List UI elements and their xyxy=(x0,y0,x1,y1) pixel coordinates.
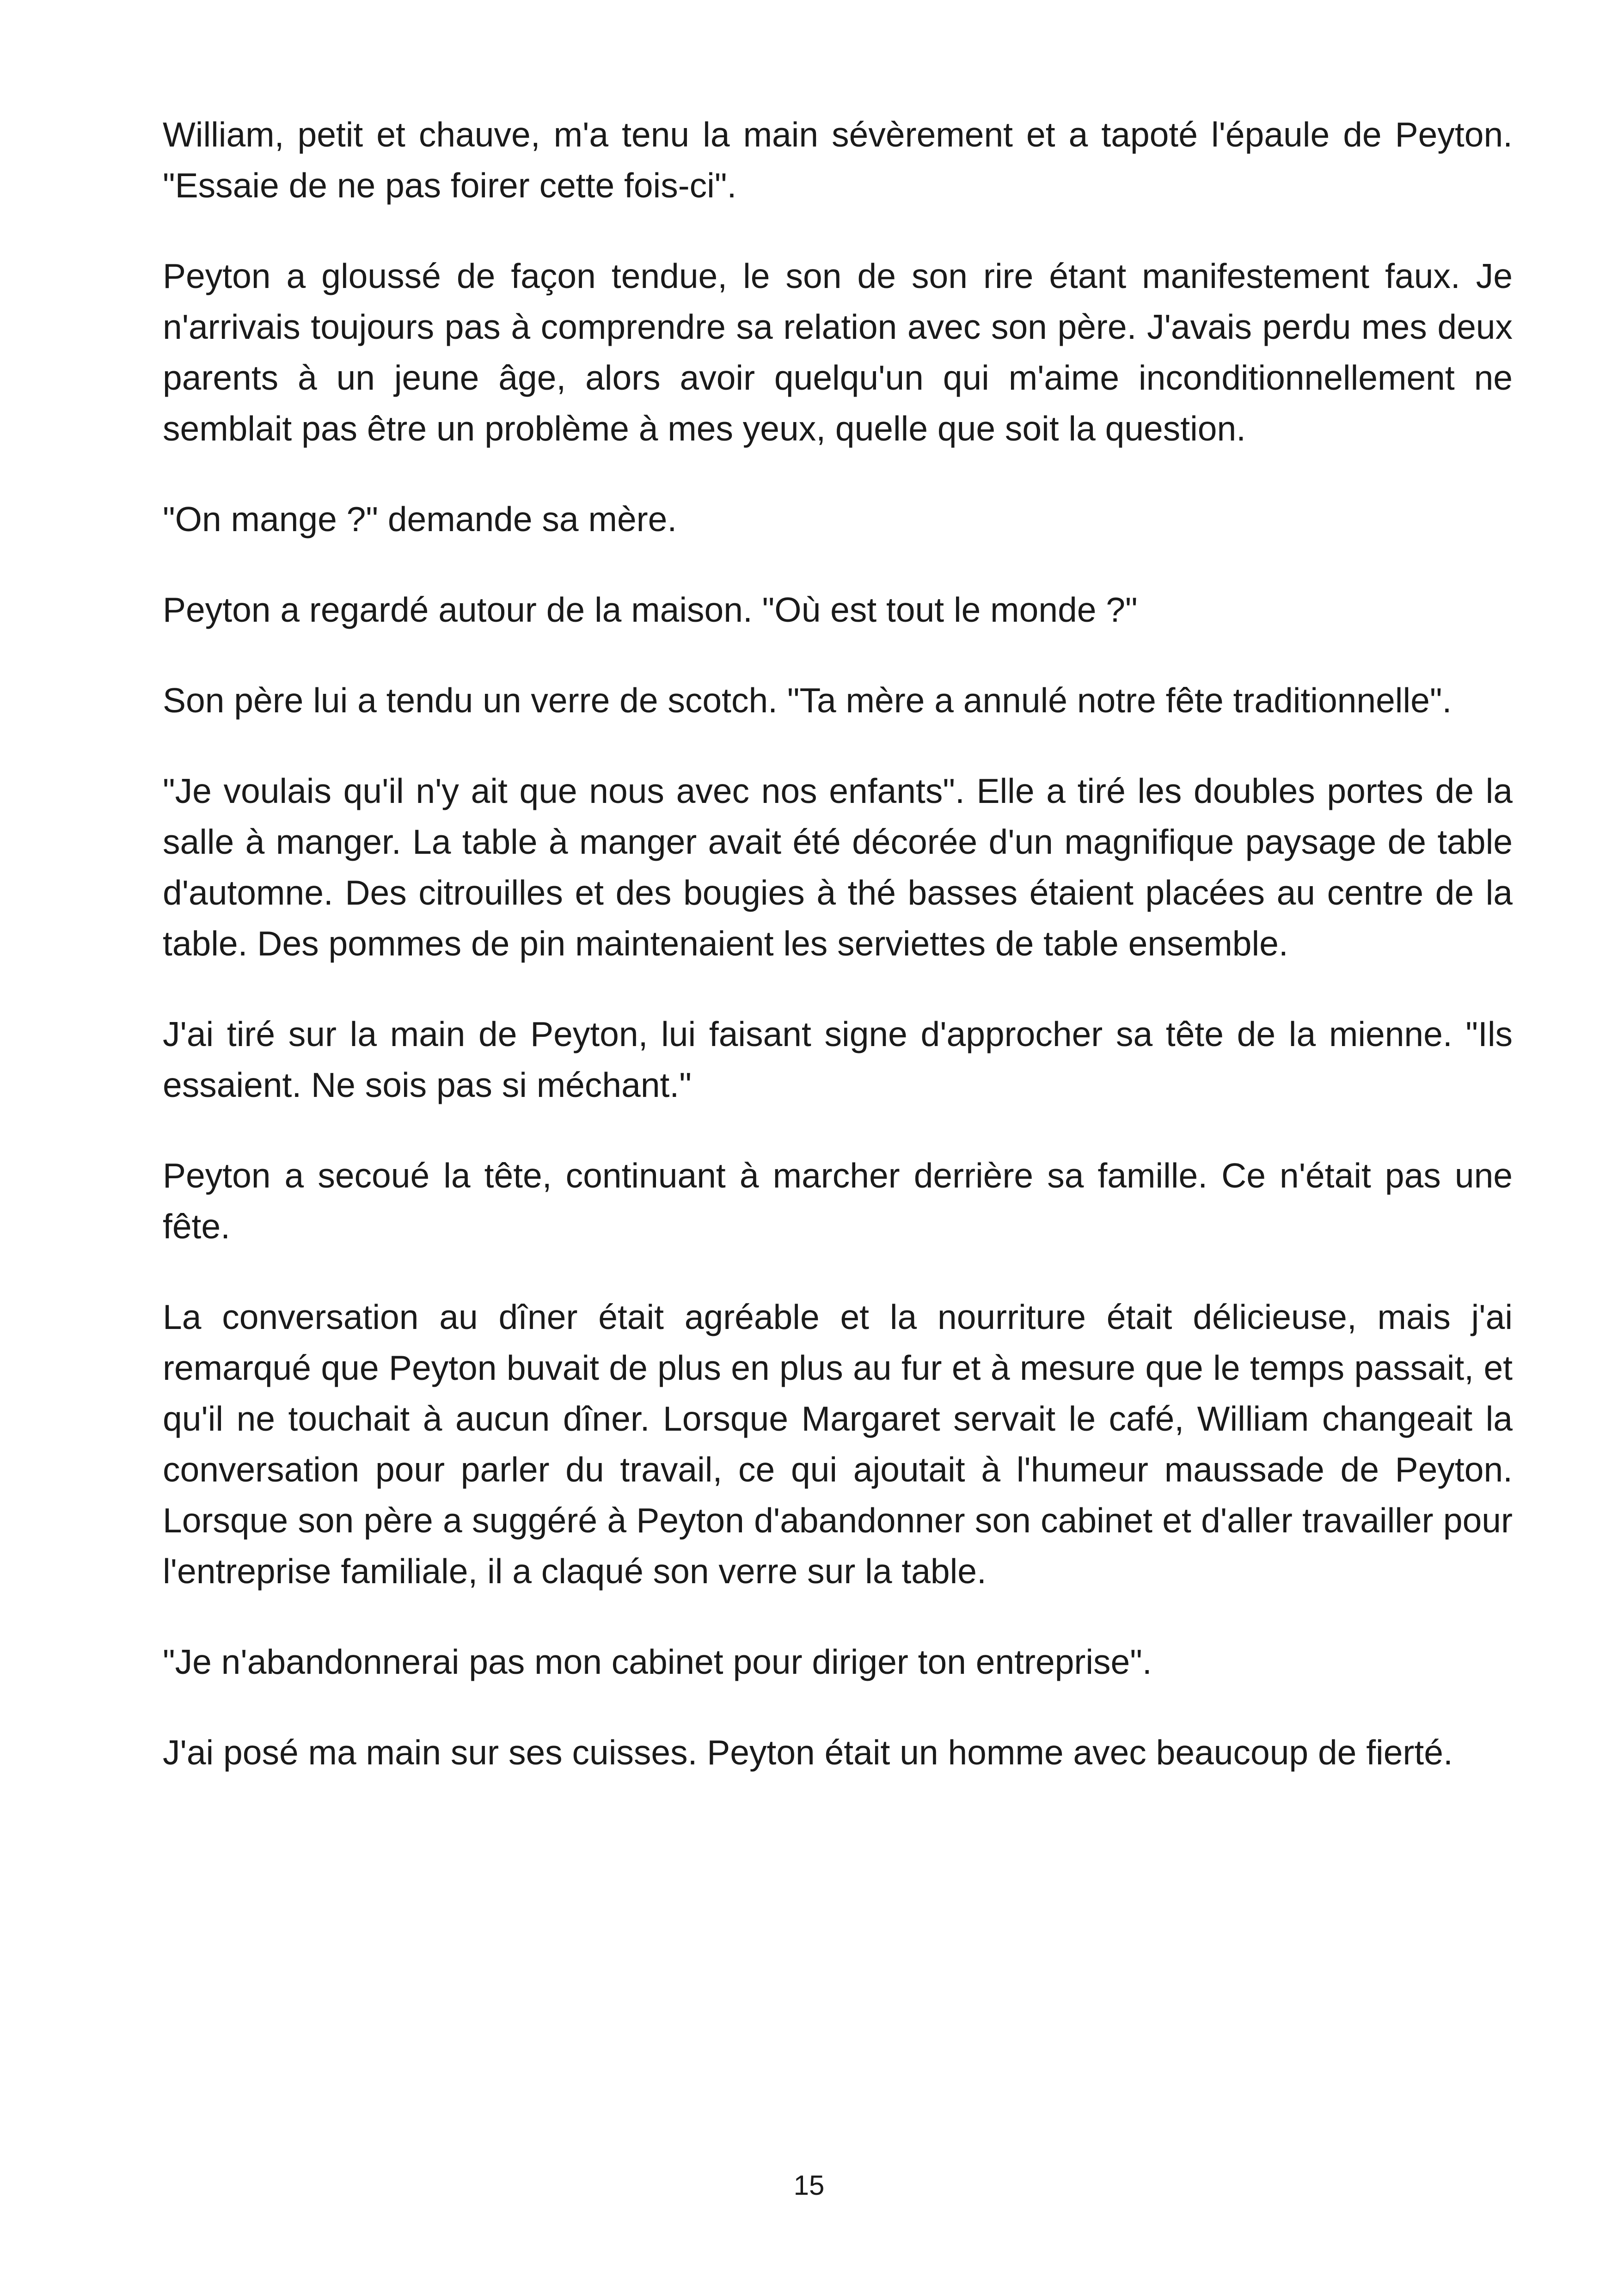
paragraph-9: La conversation au dîner était agréable et la nourriture était délicieuse, mais j'ai remarqué que Peyton buvait de plus en plus au fur et à mesure que le temps passait, et qu'il ne touchait à aucun dîner. Lorsque Margaret servait le café, William changeait la conversation pour parler du travail, ce qui ajoutait à l'humeur maussade de Peyton. Lorsque son père a suggéré à Peyton d'abandonner son cabinet et d'aller travailler pour l'entreprise familiale, il a claqué son verre sur la table. xyxy=(163,1298,1513,1591)
paragraph-4: Peyton a regardé autour de la maison. "Où est tout le monde ?" xyxy=(163,590,1138,629)
page-number: 15 xyxy=(793,2170,825,2201)
body-text xyxy=(163,109,1513,1818)
paragraph-6: "Je voulais qu'il n'y ait que nous avec nos enfants". Elle a tiré les doubles portes de la salle à manger. La table à manger avait été décorée d'un magnifique paysage de table d'automne. Des citrouilles et des bougies à thé basses étaient placées au centre de la table. Des pommes de pin maintenaient les serviettes de table ensemble. xyxy=(163,771,1513,963)
paragraph-2: Peyton a gloussé de façon tendue, le son de son rire étant manifestement faux. Je n'arrivais toujours pas à comprendre sa relation avec son père. J'avais perdu mes deux parents à un jeune âge, alors avoir quelqu'un qui m'aime inconditionnellement ne semblait pas être un problème à mes yeux, quelle que soit la question. xyxy=(163,257,1513,448)
paragraph-10: "Je n'abandonnerai pas mon cabinet pour diriger ton entreprise". xyxy=(163,1642,1152,1681)
paragraph-5: Son père lui a tendu un verre de scotch. "Ta mère a annulé notre fête traditionnelle". xyxy=(163,681,1452,720)
paragraph-8: Peyton a secoué la tête, continuant à marcher derrière sa famille. Ce n'était pas une fête. xyxy=(163,1156,1513,1246)
paragraph-11: J'ai posé ma main sur ses cuisses. Peyton était un homme avec beaucoup de fierté. xyxy=(163,1733,1453,1772)
paragraph-1: William, petit et chauve, m'a tenu la main sévèrement et a tapoté l'épaule de Peyton. "Essaie de ne pas foirer cette fois-ci". xyxy=(163,115,1513,205)
paragraph-7: J'ai tiré sur la main de Peyton, lui faisant signe d'approcher sa tête de la mienne. "Ils essaient. Ne sois pas si méchant." xyxy=(163,1015,1513,1104)
paragraph-3: "On mange ?" demande sa mère. xyxy=(163,500,677,539)
